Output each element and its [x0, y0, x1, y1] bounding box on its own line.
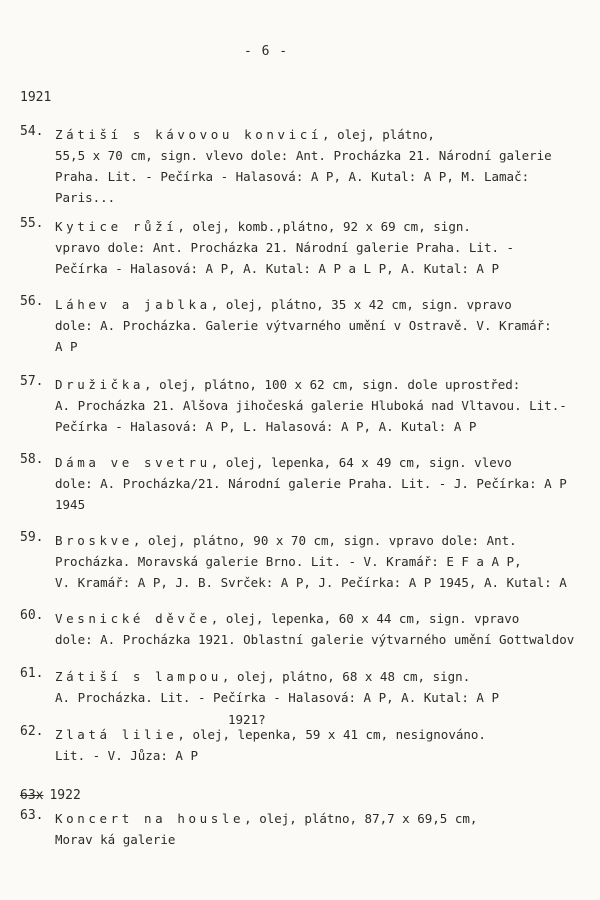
entry-number: 63.	[20, 808, 44, 823]
catalogue-entry	[20, 452, 600, 515]
artwork-details: , olej, lepenka, 59 x 41 cm, nesignováno.	[177, 727, 486, 742]
entry-text-line: dole: A. Procházka 1921. Oblastní galerie výtvarného umění Gottwaldov	[55, 632, 575, 647]
entry-text-line: Morav ká galerie	[55, 832, 176, 847]
entry-title-line	[55, 608, 600, 629]
entry-text-line: dole: A. Procházka. Galerie výtvarného umění v Ostravě. V. Kramář:	[55, 318, 552, 333]
entry-number: 54.	[20, 124, 44, 139]
artwork-details: , olej, lepenka, 60 x 44 cm, sign. vpravo	[210, 611, 520, 626]
entry-text-line: dole: A. Procházka/21. Národní galerie Praha. Lit. - J. Pečírka: A P	[55, 476, 567, 491]
entry-number: 60.	[20, 608, 44, 623]
artwork-details: , olej, plátno, 90 x 70 cm, sign. vpravo dole: Ant.	[132, 533, 517, 548]
entry-title-line	[55, 294, 600, 315]
artwork-title: Broskve	[55, 533, 133, 548]
artwork-details: , olej, plátno, 68 x 48 cm, sign.	[221, 669, 471, 684]
artwork-details: , olej, plátno, 35 x 42 cm, sign. vpravo	[210, 297, 512, 312]
artwork-title: Koncert na housle	[55, 811, 245, 826]
entry-text-line: Pečírka - Halasová: A P, A. Kutal: A P a L P, A. Kutal: A P	[55, 261, 500, 276]
entry-text-line: A P	[55, 339, 78, 354]
entry-text-line: V. Kramář: A P, J. B. Svrček: A P, J. Pečírka: A P 1945, A. Kutal: A	[55, 575, 567, 590]
year-heading-2-row	[20, 788, 81, 803]
entry-title-line	[55, 374, 600, 395]
artwork-title: Družička	[55, 377, 145, 392]
catalogue-entry	[20, 374, 600, 437]
catalogue-entry	[20, 608, 600, 650]
entry-title-line	[55, 724, 600, 745]
artwork-details: , olej, plátno, 100 x 62 cm, sign. dole uprostřed:	[144, 377, 521, 392]
entry-text-line: vpravo dole: Ant. Procházka 21. Národní galerie Praha. Lit. -	[55, 240, 515, 255]
entry-title-line	[55, 216, 600, 237]
entry-number: 58.	[20, 452, 44, 467]
entry-number: 55.	[20, 216, 44, 231]
artwork-title: Zátiší s kávovou konvicí	[55, 127, 323, 142]
artwork-details: , olej, lepenka, 64 x 49 cm, sign. vlevo	[210, 455, 512, 470]
entry-text-line: Pečírka - Halasová: A P, L. Halasová: A P, A. Kutal: A P	[55, 419, 477, 434]
struck-mark: 63x	[20, 788, 44, 803]
entry-title-line	[55, 124, 600, 145]
entry-text-line: A. Procházka. Lit. - Pečírka - Halasová: A P, A. Kutal: A P	[55, 690, 500, 705]
artwork-title: Zlatá lilie	[55, 727, 178, 742]
date-note: 1921?	[228, 712, 266, 727]
artwork-title: Kytice růží	[55, 219, 178, 234]
entry-title-line	[55, 452, 600, 473]
catalogue-entry	[20, 294, 600, 357]
entry-title-line	[55, 666, 600, 687]
artwork-title: Dáma ve svetru	[55, 455, 211, 470]
entry-number: 61.	[20, 666, 44, 681]
artwork-title: Vesnické děvče	[55, 611, 211, 626]
entry-number: 56.	[20, 294, 44, 309]
entry-number: 57.	[20, 374, 44, 389]
entry-title-line	[55, 808, 600, 829]
artwork-title: Zátiší s lampou	[55, 669, 222, 684]
year-heading-2: 1922	[49, 788, 81, 803]
artwork-details: , olej, komb.,plátno, 92 x 69 cm, sign.	[177, 219, 471, 234]
entry-text-line: Praha. Lit. - Pečírka - Halasová: A P, A. Kutal: A P, M. Lamač:	[55, 169, 530, 184]
artwork-details: , olej, plátno,	[322, 127, 435, 142]
entry-text-line: A. Procházka 21. Alšova jihočeská galerie Hluboká nad Vltavou. Lit.-	[55, 398, 567, 413]
artwork-title: Láhev a jablka	[55, 297, 211, 312]
entry-text-line: Procházka. Moravská galerie Brno. Lit. - V. Kramář: E F a A P,	[55, 554, 522, 569]
page-number: - 6 -	[244, 44, 289, 59]
entry-number: 62.	[20, 724, 44, 739]
entry-text-line: Lit. - V. Jůza: A P	[55, 748, 198, 763]
entry-text-line: 55,5 x 70 cm, sign. vlevo dole: Ant. Procházka 21. Národní galerie	[55, 148, 552, 163]
entry-title-line	[55, 530, 600, 551]
catalogue-entry	[20, 124, 600, 208]
year-heading: 1921	[20, 90, 52, 105]
catalogue-entry	[20, 666, 600, 708]
entry-text-line: Paris...	[55, 190, 116, 205]
catalogue-entry	[20, 216, 600, 279]
catalogue-entry	[20, 530, 600, 593]
entry-number: 59.	[20, 530, 44, 545]
catalogue-entry-63	[20, 808, 600, 850]
entry-text-line: 1945	[55, 497, 86, 512]
catalogue-entry	[20, 724, 600, 766]
artwork-details: , olej, plátno, 87,7 x 69,5 cm,	[244, 811, 478, 826]
